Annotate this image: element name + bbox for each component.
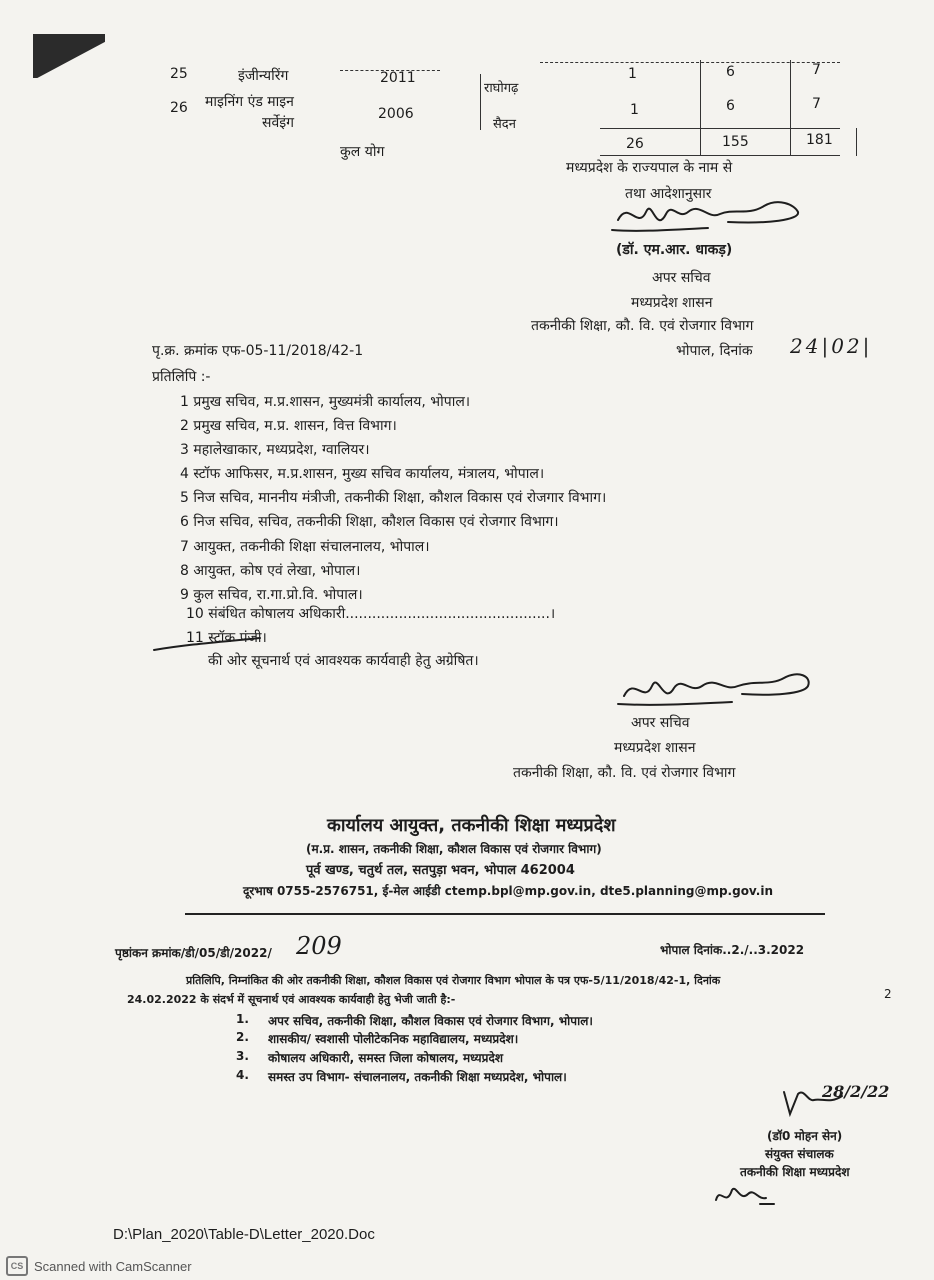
camscanner-watermark <box>6 1256 192 1276</box>
office-contact: दूरभाष 0755-2576751, ई-मेल आईडी ctemp.bpl@mp.gov.in, dte5.planning@mp.gov.in <box>243 884 773 898</box>
handwritten-date: 24|02| <box>790 334 873 358</box>
row-26-c3: 7 <box>812 96 821 112</box>
endorsement-item-text: अपर सचिव, तकनीकी शिक्षा, कौशल विकास एवं रोजगार विभाग, भोपाल। <box>268 1014 593 1028</box>
signatory2-govt: मध्यप्रदेश शासन <box>614 740 696 756</box>
total-c3: 181 <box>806 132 833 148</box>
table-rule <box>480 74 481 130</box>
page-number: 2 <box>884 987 892 1001</box>
signature-date: 28/2/22 <box>822 1082 890 1101</box>
copy-item: 3 महालेखाकार, मध्यप्रदेश, ग्वालियर। <box>180 442 370 458</box>
endorsement-item-text: समस्त उप विभाग- संचालनालय, तकनीकी शिक्षा मध्यप्रदेश, भोपाल। <box>268 1070 567 1084</box>
endorsement-signatory-name: (डॉ0 मोहन सेन) <box>767 1129 843 1143</box>
signature-1 <box>608 190 808 242</box>
signatory1-govt: मध्यप्रदेश शासन <box>631 295 713 311</box>
row-26-c1: 1 <box>630 102 639 118</box>
governor-line2: तथा आदेशानुसार <box>625 186 712 202</box>
row-26-year: 2006 <box>378 106 414 122</box>
table-rule <box>790 60 791 156</box>
forward-line: की ओर सूचनार्थ एवं आवश्यक कार्यवाही हेतु अग्रेषित। <box>208 653 479 669</box>
table-rule <box>540 62 840 63</box>
table-rule <box>600 128 840 129</box>
total-c2: 155 <box>722 134 749 150</box>
signature-2 <box>612 660 822 716</box>
signatory1-dept: तकनीकी शिक्षा, कौ. वि. एवं रोजगार विभाग <box>531 318 754 334</box>
office-address: पूर्व खण्ड, चतुर्थ तल, सतपुड़ा भवन, भोपाल 462004 <box>306 863 575 878</box>
copy-item: 8 आयुक्त, कोष एवं लेखा, भोपाल। <box>180 563 361 579</box>
total-c1: 26 <box>626 136 644 152</box>
letterhead-rule <box>185 913 825 915</box>
row-26-branch-line2: सर्वेइंग <box>262 115 295 131</box>
endorsement-item-no: 1. <box>236 1012 249 1026</box>
row-26-sno: 26 <box>170 100 188 116</box>
endorsement-para-line2: 24.02.2022 के संदर्भ में सूचनार्थ एवं आवश्यक कार्यवाही हेतु भेजी जाती है:- <box>127 993 456 1006</box>
file-path: D:\Plan_2020\Table-D\Letter_2020.Doc <box>113 1226 375 1243</box>
row-25-place: राघोगढ़ <box>484 81 519 96</box>
signatory2-designation: अपर सचिव <box>631 715 690 731</box>
copy-item: 2 प्रमुख सचिव, म.प्र. शासन, वित्त विभाग। <box>180 418 397 434</box>
endorsement-signatory-dept: तकनीकी शिक्षा मध्यप्रदेश <box>740 1165 850 1179</box>
endorsement-signatory-designation: संयुक्त संचालक <box>765 1147 834 1161</box>
endorsement-para-line1: प्रतिलिपि, निम्नांकित की ओर तकनीकी शिक्षा, कौशल विकास एवं रोजगार विभाग भोपाल के पत्र एफ-5/11/2018/42-1, दिनांक <box>186 974 721 987</box>
signatory1-name: (डॉ. एम.आर. धाकड़) <box>616 242 733 258</box>
table-rule <box>856 128 857 156</box>
copy-item: 5 निज सचिव, माननीय मंत्रीजी, तकनीकी शिक्षा, कौशल विकास एवं रोजगार विभाग। <box>180 490 607 506</box>
endorsement-number: पृष्ठांकन क्रमांक/डी/05/डी/2022/ <box>115 946 272 960</box>
row-25-branch: इंजीन्यरिंग <box>238 68 289 84</box>
copy-item: 7 आयुक्त, तकनीकी शिक्षा संचालनालय, भोपाल। <box>180 539 430 555</box>
copy-item: 4 स्टॉफ आफिसर, म.प्र.शासन, मुख्य सचिव कार्यालय, मंत्रालय, भोपाल। <box>180 466 545 482</box>
table-rule <box>600 155 840 156</box>
copy-item: 6 निज सचिव, सचिव, तकनीकी शिक्षा, कौशल विकास एवं रोजगार विभाग। <box>180 514 559 530</box>
table-rule <box>340 70 440 71</box>
endorsement-item-no: 4. <box>236 1068 249 1082</box>
row-25-c1: 1 <box>628 66 637 82</box>
row-26-place: सैदन <box>493 117 516 132</box>
endorsement-date: भोपाल दिनांक..2./..3.2022 <box>660 943 805 957</box>
total-label: कुल योग <box>340 144 385 160</box>
copy-item: 10 संबंधित कोषालय अधिकारी..............................................। <box>186 606 556 622</box>
signatory2-dept: तकनीकी शिक्षा, कौ. वि. एवं रोजगार विभाग <box>513 765 736 781</box>
office-subtitle: (म.प्र. शासन, तकनीकी शिक्षा, कौशल विकास एवं रोजगार विभाग) <box>306 842 602 856</box>
initials-mark <box>710 1180 780 1214</box>
row-25-c2: 6 <box>726 64 735 80</box>
copy-label: प्रतिलिपि :- <box>152 369 211 385</box>
endorsement-item-no: 3. <box>236 1049 249 1063</box>
row-26-c2: 6 <box>726 98 735 114</box>
endorsement-item-text: कोषालय अधिकारी, समस्त जिला कोषालय, मध्यप्रदेश <box>268 1051 503 1065</box>
copy-item: 11 स्टॉक पंजी। <box>186 630 267 646</box>
copy-item: 1 प्रमुख सचिव, म.प्र.शासन, मुख्यमंत्री कार्यालय, भोपाल। <box>180 394 471 410</box>
table-rule <box>700 60 701 156</box>
office-title: कार्यालय आयुक्त, तकनीकी शिक्षा मध्यप्रदेश <box>327 815 616 836</box>
endorsement-item-text: शासकीय/ स्वशासी पोलीटेकनिक महाविद्यालय, मध्यप्रदेश। <box>268 1032 519 1046</box>
row-26-branch-line1: माइनिंग एंड माइन <box>205 94 294 110</box>
endorsement-item-no: 2. <box>236 1030 249 1044</box>
row-25-year: 2011 <box>380 70 416 86</box>
camscanner-text: Scanned with CamScanner <box>34 1258 192 1274</box>
row-25-sno: 25 <box>170 66 188 82</box>
copy-item: 9 कुल सचिव, रा.गा.प्रो.वि. भोपाल। <box>180 587 363 603</box>
row-25-c3: 7 <box>812 62 821 78</box>
governor-line1: मध्यप्रदेश के राज्यपाल के नाम से <box>566 160 733 176</box>
scan-corner-mark <box>33 34 105 78</box>
endorsement-handwritten-number: 209 <box>296 932 342 960</box>
signatory1-designation: अपर सचिव <box>652 270 711 286</box>
camscanner-logo-icon: CS <box>6 1256 28 1276</box>
memo-number: पृ.क्र. क्रमांक एफ-05-11/2018/42-1 <box>152 343 364 359</box>
place-date-label: भोपाल, दिनांक <box>676 343 753 359</box>
